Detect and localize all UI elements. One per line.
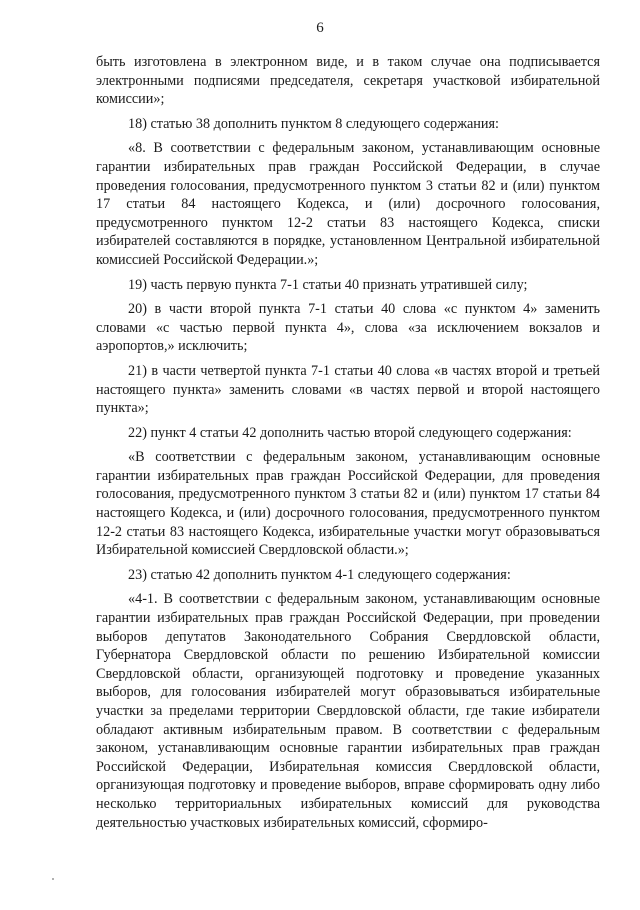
scan-speck: [52, 878, 54, 880]
paragraph-1: 18) статью 38 дополнить пунктом 8 следующего содержания:: [128, 115, 499, 132]
paragraph-2: «8. В соответствии с федеральным законом, устанавливающим основные гарантии избирательных прав граждан Российской Федерации, в случае проведения голосования, предусмотренного пунктом 3 статьи 82 и (или) пунктом 17 статьи 84 настоящего Кодекса, и (или) досрочного голосования, предусмотренного пунктом 12-2 статьи 83 настоящего Кодекса, списки избирателей составляются в порядке, установленном Центральной избирательной комиссией Российской Федерации.»;: [96, 140, 600, 268]
paragraph-9: «4-1. В соответствии с федеральным законом, устанавливающим основные гарантии избирательных прав граждан Российской Федерации, при проведении выборов депутатов Законодательного Собрания Свердловской области, Губернатора Свердловской области по решению Избирательной комиссии Свердловской области, организующей подготовку и проведение указанных выборов, для голосования избирателей могут образовываться избирательные участки за пределами территории Свердловской области, где такие избиратели обладают активным избирательным правом. В соответствии с федеральным законом, устанавливающим основные гарантии избирательных прав граждан Российской Федерации, Избирательная комиссия Свердловской области, организующая подготовку и проведение выборов, вправе сформировать одну либо несколько территориальных избирательных комиссий для руководства деятельностью участковых избирательных комиссий, сформиро-: [96, 591, 600, 831]
paragraph-8: 23) статью 42 дополнить пунктом 4-1 следующего содержания:: [128, 566, 511, 583]
paragraph-5: 21) в части четвертой пункта 7-1 статьи 40 слова «в частях второй и третьей настоящего пункта» заменить словами «в частях первой и второй настоящего пункта»;: [96, 362, 600, 417]
paragraph-6: 22) пункт 4 статьи 42 дополнить частью второй следующего содержания:: [128, 424, 572, 441]
paragraph-0: быть изготовлена в электронном виде, и в таком случае она подписывается электронными подписями председателя, секретаря участковой избирательной комиссии»;: [96, 54, 600, 108]
paragraph-4: 20) в части второй пункта 7-1 статьи 40 слова «с пунктом 4» заменить словами «с частью первой пункта 4», слова «за исключением вокзалов и аэропортов,» исключить;: [96, 301, 600, 355]
document-body: [96, 53, 600, 838]
paragraph-3: 19) часть первую пункта 7-1 статьи 40 признать утратившей силу;: [128, 276, 528, 293]
paragraph-7: «В соответствии с федеральным законом, устанавливающим основные гарантии избирательных прав граждан Российской Федерации, для проведения голосования, предусмотренного пунктом 3 статьи 82 и (или) пунктом 17 статьи 84 настоящего Кодекса, и (или) досрочного голосования, предусмотренного пунктом 12-2 статьи 83 настоящего Кодекса, избирательные участки могут образовываться Избирательной комиссией Свердловской области.»;: [96, 449, 600, 559]
page-number: 6: [316, 20, 324, 36]
